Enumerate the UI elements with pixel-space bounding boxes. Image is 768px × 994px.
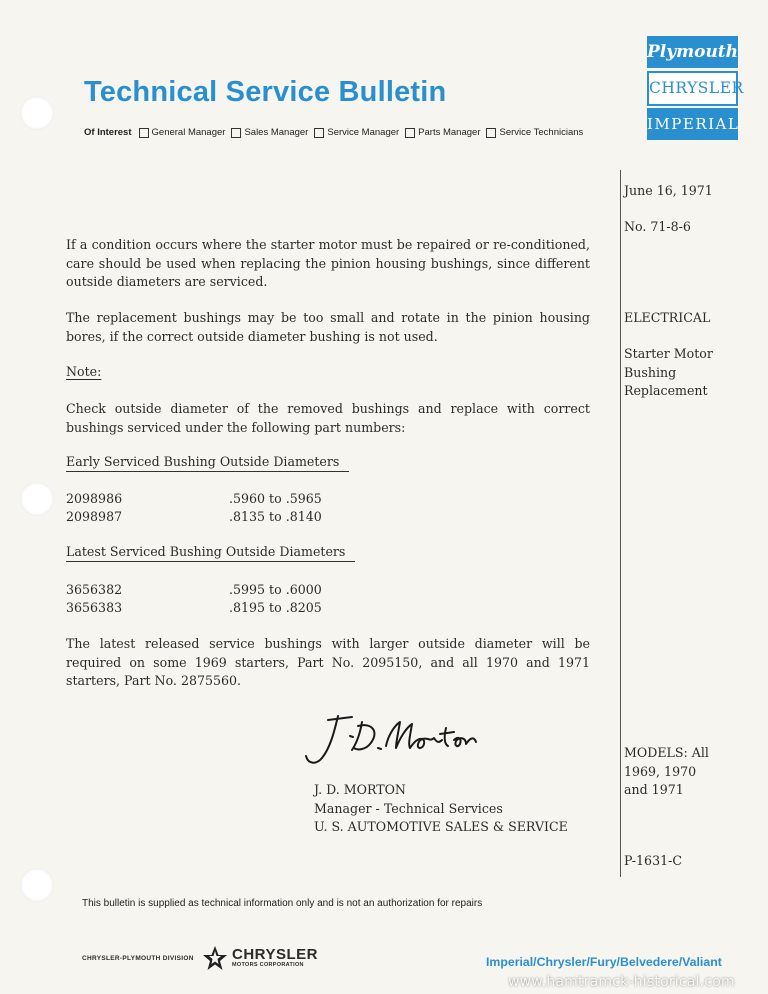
disclaimer: This bulletin is supplied as technical information only and is not an authorization for repairs	[82, 898, 483, 909]
signer-name: J. D. MORTON	[314, 782, 406, 797]
interest-option-general-manager[interactable]: General Manager	[139, 127, 226, 138]
interest-option-sales-manager[interactable]: Sales Manager	[231, 127, 308, 138]
binder-hole-middle	[20, 482, 54, 516]
interest-checklist	[84, 127, 589, 138]
part-number: 2098987	[66, 509, 123, 524]
signature-block	[314, 781, 568, 837]
part-number: 3656382	[66, 582, 123, 597]
table-row	[66, 599, 322, 618]
bulletin-category: ELECTRICAL	[624, 310, 711, 325]
part-number: 3656383	[66, 600, 123, 615]
imperial-logo: IMPERIAL	[647, 108, 738, 140]
table-row	[66, 581, 322, 600]
paragraph-replacement: The replacement bushings may be too small and rotate in the pinion housing bores, if the correct outside diameter bushing is not used.	[66, 310, 590, 344]
checkbox-icon	[314, 128, 324, 138]
checkbox-icon	[486, 128, 496, 138]
paragraph-latest: The latest released service bushings with larger outside diameter will be required on some 1969 starters, Part No. 2095150, and all 1970 and 1971 starters, Part No. 2875560.	[66, 636, 590, 688]
plymouth-logo: Plymouth	[647, 36, 738, 68]
column-divider	[620, 170, 621, 877]
latest-bushing-heading: Latest Serviced Bushing Outside Diameters	[66, 544, 355, 562]
checkbox-icon	[405, 128, 415, 138]
diameter-range: .5995 to .6000	[229, 582, 322, 597]
pentastar-icon	[202, 945, 228, 971]
model-lines: Imperial/Chrysler/Fury/Belvedere/Valiant	[486, 955, 722, 969]
signature-image	[300, 708, 485, 770]
signer-title: Manager - Technical Services	[314, 800, 503, 816]
binder-hole-bottom	[20, 868, 54, 902]
bulletin-title: Technical Service Bulletin	[84, 76, 447, 108]
diameter-range: .8135 to .8140	[229, 509, 322, 524]
checkbox-icon	[231, 128, 241, 138]
watermark: www.hamtramck-historical.com	[508, 974, 735, 990]
paragraph-condition: If a condition occurs where the starter motor must be repaired or re-conditioned, care should be used when replacing the pinion housing bushings, since different outside diameters are serviced.	[66, 237, 590, 289]
interest-option-parts-manager[interactable]: Parts Manager	[405, 127, 480, 138]
interest-option-service-manager[interactable]: Service Manager	[314, 127, 399, 138]
diameter-range: .5960 to .5965	[229, 491, 322, 506]
early-bushing-heading: Early Serviced Bushing Outside Diameters	[66, 454, 349, 472]
part-number: 2098986	[66, 491, 123, 506]
subject-line: Replacement	[624, 383, 708, 398]
form-code: P-1631-C	[624, 853, 682, 868]
chrysler-logo: CHRYSLER	[647, 71, 738, 106]
interest-label: Of Interest	[84, 127, 132, 138]
table-row	[66, 490, 322, 509]
models-line: 1969, 1970	[624, 763, 697, 779]
corp-name: CHRYSLER	[232, 946, 318, 963]
models-applicable	[624, 744, 709, 800]
diameter-range: .8195 to .8205	[229, 600, 322, 615]
corp-subtitle: MOTORS CORPORATION	[232, 962, 304, 968]
note-label: Note:	[66, 364, 102, 379]
interest-option-service-technicians[interactable]: Service Technicians	[486, 127, 583, 138]
chrysler-corp-logo	[232, 947, 318, 968]
subject-line: Bushing	[624, 364, 677, 380]
subject-line: Starter Motor	[624, 346, 713, 361]
bulletin-date: June 16, 1971	[624, 183, 713, 198]
bulletin-subject	[624, 345, 713, 401]
binder-hole-top	[20, 96, 54, 130]
paragraph-check: Check outside diameter of the removed bushings and replace with correct bushings serviced under the following part numbers:	[66, 401, 590, 435]
checkbox-icon	[139, 128, 149, 138]
models-line: and 1971	[624, 782, 684, 797]
models-line: MODELS: All	[624, 745, 709, 760]
division-label: CHRYSLER-PLYMOUTH DIVISION	[82, 955, 194, 962]
bulletin-number: No. 71-8-6	[624, 219, 691, 234]
table-row	[66, 508, 322, 527]
signer-organization: U. S. AUTOMOTIVE SALES & SERVICE	[314, 819, 568, 834]
